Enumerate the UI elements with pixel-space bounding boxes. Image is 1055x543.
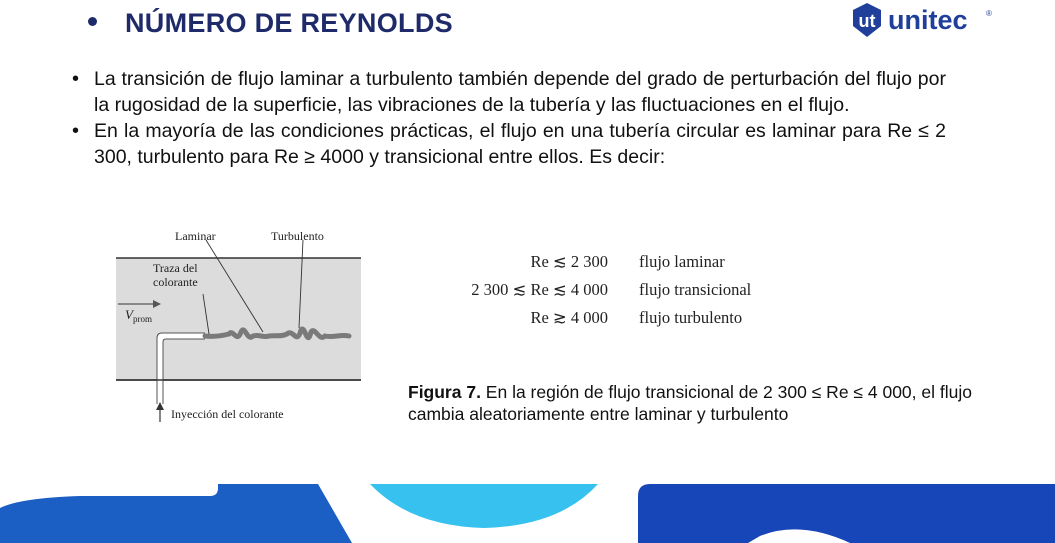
label-vprom-sub: prom	[132, 314, 152, 324]
deco-left-shape	[0, 484, 352, 543]
page-title	[88, 8, 453, 39]
bullet-item: • En la mayoría de las condiciones prácticas, el flujo en una tubería circular es laminar para Re ≤ 2 300, turbulento para Re ≥ 4000 y transicional entre ellos. Es decir:	[72, 118, 946, 170]
regime-condition: Re ≲ 2 300	[530, 252, 608, 271]
page-title-text: NÚMERO DE REYNOLDS	[125, 8, 453, 38]
bullet-list	[72, 66, 946, 170]
regime-description: flujo laminar	[639, 252, 725, 271]
regime-description: flujo transicional	[639, 280, 752, 299]
label-laminar: Laminar	[175, 229, 216, 243]
logo-registered: ®	[986, 9, 992, 18]
label-traza-line2: colorante	[153, 275, 198, 289]
regime-condition: 2 300 ≲ Re ≲ 4 000	[471, 280, 608, 299]
regime-description: flujo turbulento	[639, 308, 743, 327]
bullet-item: • La transición de flujo laminar a turbulento también depende del grado de perturbación del flujo por la rugosidad de la superficie, las vibraciones de la tubería y las fluctuaciones en el flujo.	[72, 66, 946, 118]
logo-mark: ut	[858, 11, 876, 31]
deco-center-shape	[370, 484, 598, 528]
logo-text: unitec	[888, 5, 968, 35]
title-bullet-icon	[88, 17, 97, 26]
unitec-logo	[848, 2, 998, 38]
label-turbulento: Turbulento	[271, 229, 324, 243]
regime-condition: Re ≳ 4 000	[530, 308, 608, 327]
footer-decoration	[0, 470, 1055, 543]
figure-caption	[408, 381, 1028, 425]
label-vprom-v: V	[125, 307, 133, 322]
caption-text: En la región de flujo transicional de 2 300 ≤ Re ≤ 4 000, el flujo cambia aleatoriamente entre laminar y turbulento	[408, 382, 972, 424]
label-inyeccion: Inyección del colorante	[171, 407, 284, 421]
caption-label: Figura 7.	[408, 382, 481, 402]
deco-right-shape	[638, 484, 1055, 543]
label-traza-line1: Traza del	[153, 261, 198, 275]
